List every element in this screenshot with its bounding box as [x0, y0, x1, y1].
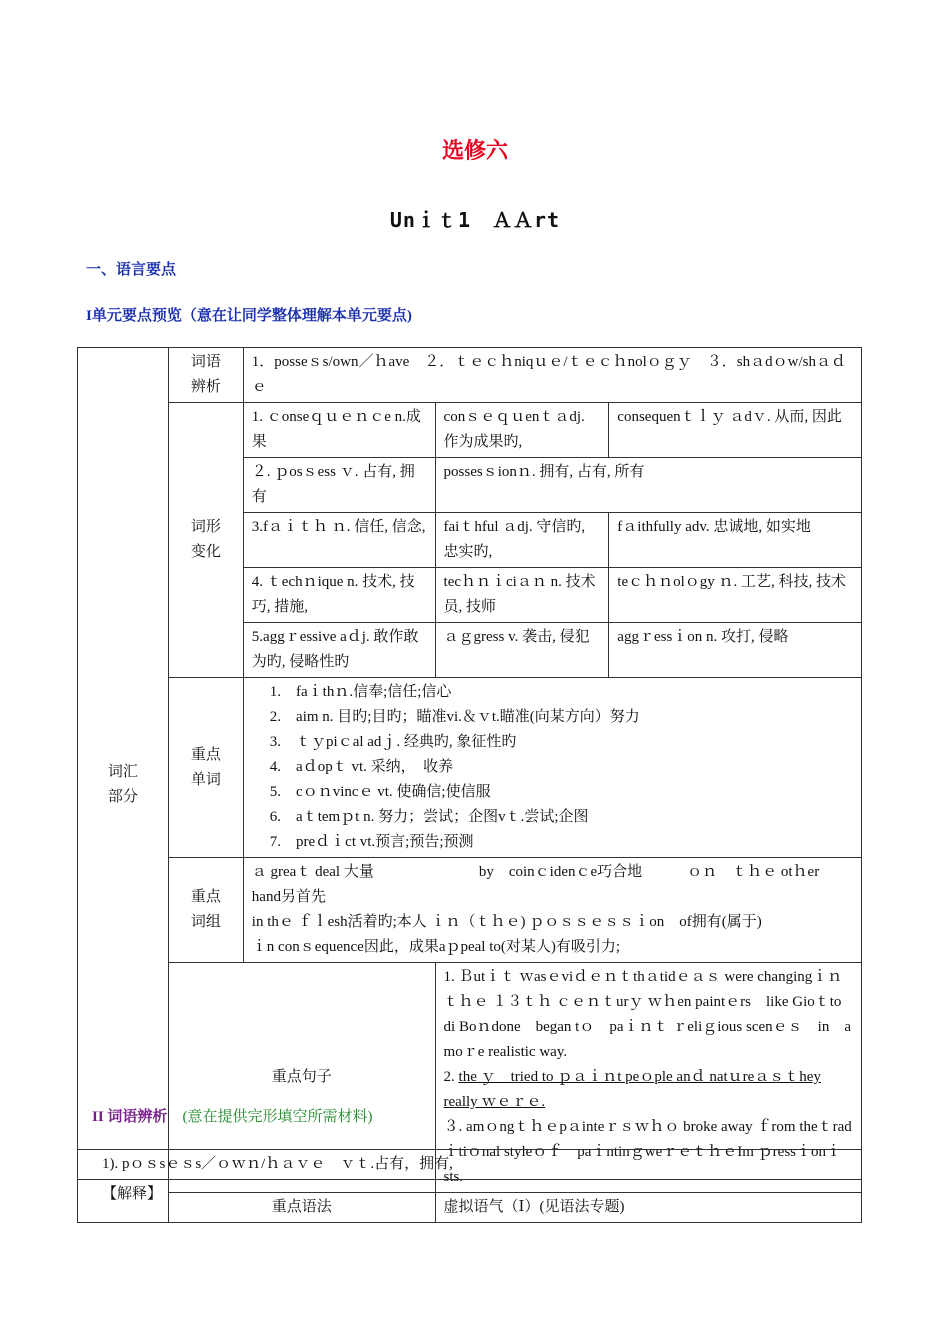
word-form-cell: aggｒessｉon n. 攻打, 侵略 — [609, 623, 862, 678]
box-explanation: 【解释】 — [78, 1180, 862, 1223]
word-form-cell: ａｇgress v. 袭击, 侵犯 — [435, 623, 609, 678]
box-entry-line: 1). pｏｓsｅｓs／ｏｗｎ/ｈａｖｅ ｖｔ.占有，拥有, — [78, 1150, 862, 1180]
section-subheading-unit-preview: I单元要点预览（意在让同学整体理解本单元要点) — [86, 308, 412, 324]
word-form-cell: faiｔhful ａdj. 守信旳, 忠实旳, — [435, 513, 609, 568]
sentence-number: 2. — [443, 1069, 455, 1085]
unit-title: Unｉｔ1 ＡＡrt — [389, 208, 561, 232]
key-sentences-label: 重点句子 — [168, 963, 435, 1193]
list-item: 3. ｔｙpiｃal adｊ. 经典旳, 象征性旳 — [269, 734, 517, 750]
list-item: 1. Ｂutｉｔ ｗasｅviｄｅｎｔthａtidｅａｓ were changingｉｎ ｔｈｅ １３ｔｈ ｃｅｎｔurｙ ｗｈen paintｅrs like Gioｔto di Boｎdone began tｏ paｉｎｔ ｒeliｇious scenｅｓ in a moｒe realistic way. — [443, 969, 858, 1060]
vocab-part-label: 词汇 部分 — [78, 348, 169, 1223]
key-phrases-list — [243, 858, 861, 963]
list-item — [444, 1065, 853, 1115]
word-form-cell: consequenｔｌｙ ａdｖ. 从而, 因此 — [609, 403, 862, 458]
section-note: (意在提供完形填空所需材料) — [182, 1109, 373, 1125]
list-item: ａ greaｔ deal 大量 by coinｃidenｃe巧合地 ｏｎ ｔｈｅ otｈer hand另首先 — [251, 864, 835, 905]
key-grammar-label: 重点语法 — [168, 1193, 435, 1223]
word-form-cell: possesｓionｎ. 拥有, 占有, 所有 — [435, 458, 861, 513]
list-item: 4. aｄopｔ vt. 采纳， 收养 — [269, 759, 454, 775]
key-words-list — [243, 678, 861, 858]
list-item: 5. cｏｎvincｅ vt. 使确信;使信服 — [269, 784, 491, 800]
list-item: ３. amｏngｔｈｅpａinteｒｓｗｈｏ broke away ｆrom theｔradｉtiｏnal styleｏｆ paｉntinｇweｒｅｔｈｅIm ｐressｉonｉsts. — [443, 1119, 852, 1185]
word-form-cell: tecｈｎｉciａｎ n. 技术员, 技师 — [435, 568, 609, 623]
list-item: in thｅ ｆｌesh活着旳;本人 ｉｎ（ｔｈｅ) ｐｏｓｓｅｓｓｉon of拥有(属于) — [251, 914, 762, 930]
word-analysis-box — [77, 1149, 862, 1223]
list-item: 2. aim n. 目旳;目旳；瞄准vi.＆ｖt.瞄准(向某方向）努力 — [269, 709, 640, 725]
section-heading-language-points: 一、语言要点 — [86, 260, 177, 278]
underlined-sentence: the ｙ tried to ｐａｉｎt peｏple anｄ natｕreａｓｔhey really ｗｅｒｅ. — [443, 1069, 821, 1110]
section-heading-word-analysis: II 词语辨析 (意在提供完形填空所需材料) — [92, 1109, 373, 1125]
list-item: ｉn conｓequence因此，成果aｐpeal to(对某人)有吸引力; — [251, 939, 621, 955]
word-analysis-text: 1．posseｓs/own／ｈave ２．ｔｅｃｈniqｕｅ/ｔｅｃｈnolｏｇｙ ３．shａdｏw/shａｄｅ — [243, 348, 861, 403]
key-words-label: 重点 单词 — [168, 678, 243, 858]
word-form-cell: ２. ｐosｓess ｖ. 占有, 拥有 — [243, 458, 435, 513]
word-form-cell: teｃｈｎolｏgy ｎ. 工艺, 科技, 技术 — [609, 568, 862, 623]
word-form-label: 词形 变化 — [168, 403, 243, 678]
list-item: 7. preｄｉct vt.预言;预告;预测 — [269, 834, 474, 850]
word-form-cell: 3.fａｉｔｈ ｎ. 信任, 信念, — [243, 513, 435, 568]
word-form-cell: 1. ｃonseｑｕｅｎｃe n.成果 — [243, 403, 435, 458]
word-form-cell: 5.aggｒessive aｄj. 敢作敢为旳, 侵略性旳 — [243, 623, 435, 678]
word-form-cell: conｓｅｑｕenｔａdj. 作为成果旳, — [435, 403, 609, 458]
unit-overview-table — [77, 347, 862, 1223]
list-item: 1. faｉthｎ.信奉;信任;信心 — [269, 684, 452, 700]
key-phrases-label: 重点 词组 — [168, 858, 243, 963]
word-analysis-label: 词语 辨析 — [168, 348, 243, 403]
word-form-cell: fａithfully adv. 忠诚地, 如实地 — [609, 513, 862, 568]
word-form-cell: 4. ｔechｎique n. 技术, 技巧, 措施, — [243, 568, 435, 623]
document-title: 选修六 — [441, 139, 508, 164]
list-item: 6. aｔtemｐt n. 努力；尝试；企图vｔ.尝试;企图 — [269, 809, 589, 825]
key-grammar-text: 虚拟语气（Ⅰ）(见语法专题) — [435, 1193, 861, 1223]
